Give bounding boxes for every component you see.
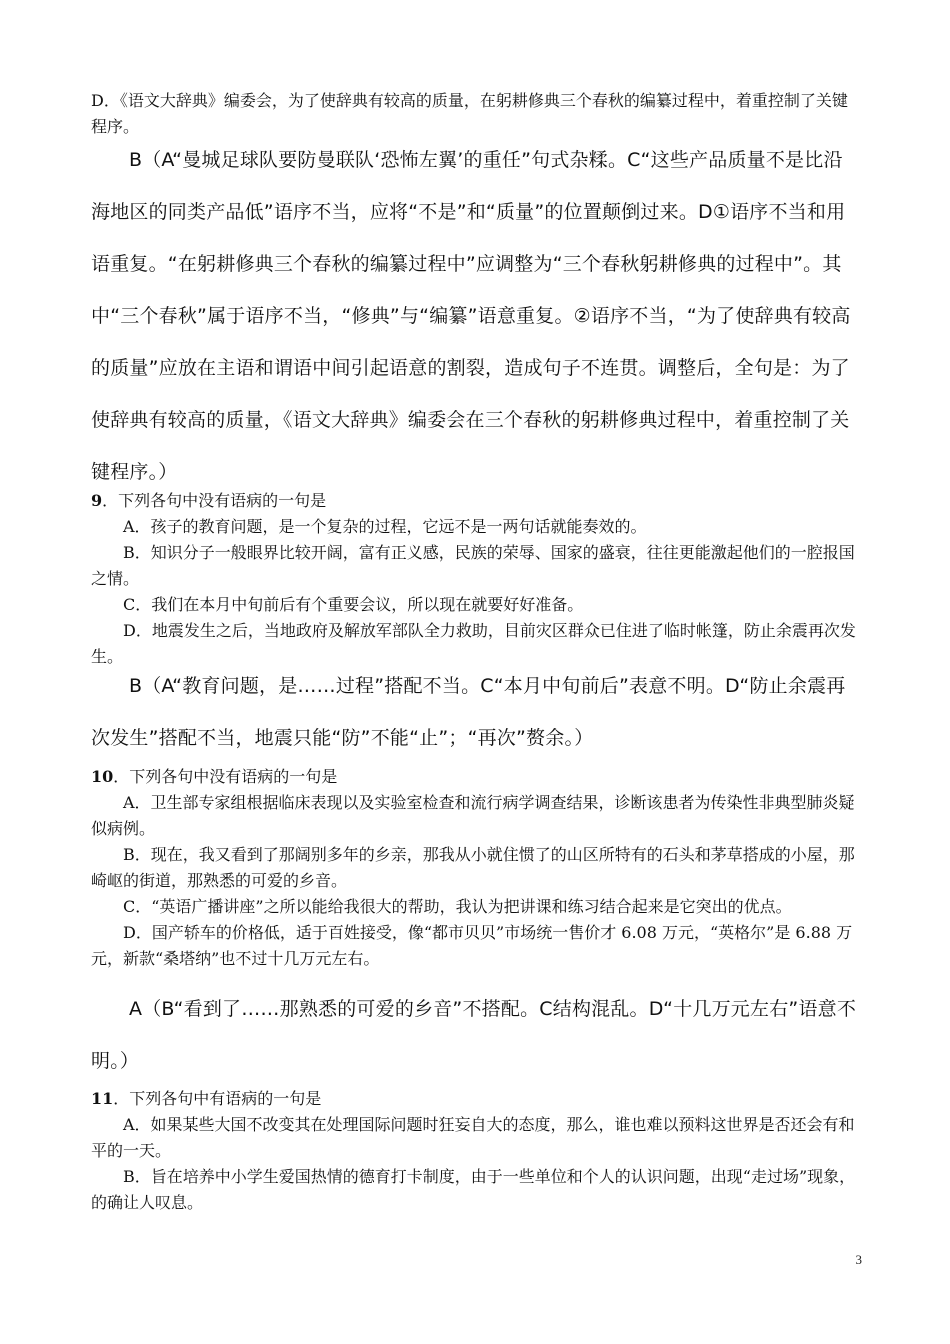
question-9 [91, 488, 861, 670]
option-d: D．地震发生之后，当地政府及解放军部队全力救助，目前灾区群众已住进了临时帐篷，防止余震再次发生。 [91, 621, 856, 666]
question-number: 11 [91, 1089, 114, 1108]
answer-9 [91, 660, 861, 764]
answer-text: A（B“看到了……那熟悉的可爱的乡音”不搭配。C结构混乱。D“十几万元左右”语意不明。） [91, 998, 857, 1072]
question-11 [91, 1086, 861, 1216]
option-c: C．我们在本月中旬前后有个重要会议，所以现在就要好好准备。 [123, 595, 584, 614]
answer-10 [91, 983, 861, 1087]
option-b: B．现在，我又看到了那阔别多年的乡亲，那我从小就住惯了的山区所特有的石头和茅草搭成的小屋，那崎岖的街道，那熟悉的可爱的乡音。 [91, 845, 855, 890]
option-d: D．国产轿车的价格低，适于百姓接受，像“都市贝贝”市场统一售价才 6.08 万元，“英格尔”是 6.88 万元，新款“桑塔纳”也不过十几万元左右。 [91, 923, 853, 968]
option-b: B．知识分子一般眼界比较开阔，富有正义感，民族的荣辱、国家的盛衰，往往更能激起他们的一腔报国之情。 [91, 543, 855, 588]
option-c: C．“英语广播讲座”之所以能给我很大的帮助，我认为把讲课和练习结合起来是它突出的优点。 [123, 897, 792, 916]
option-a: A．孩子的教育问题，是一个复杂的过程，它远不是一两句话就能奏效的。 [123, 517, 647, 536]
stem-text: ．下列各句中没有语病的一句是 [102, 491, 327, 510]
answer-text: B（A“教育问题，是……过程”搭配不当。C“本月中旬前后”表意不明。D“防止余震再次发生”搭配不当，地震只能“防”不能“止”；“再次”赘余。） [91, 675, 846, 749]
answer-text: B（A“曼城足球队要防曼联队‘恐怖左翼’的重任”句式杂糅。C“这些产品质量不是比沿海地区的同类产品低”语序不当，应将“不是”和“质量”的位置颠倒过来。D①语序不当和用语重复。“在躬耕修典三个春秋的编纂过程中”应调整为“三个春秋躬耕修典的过程中”。其中“三个春秋”属于语序不当，“修典”与“编纂”语意重复。②语序不当，“为了使辞典有较高的质量”应放在主语和谓语中间引起语意的割裂，造成句子不连贯。调整后，全句是：为了使辞典有较高的质量，《语文大辞典》编委会在三个春秋的躬耕修典过程中，着重控制了关键程序。） [91, 149, 851, 483]
option-text: D．《语文大辞典》编委会，为了使辞典有较高的质量，在躬耕修典三个春秋的编纂过程中，着重控制了关键程序。 [91, 91, 848, 136]
option-a: A．卫生部专家组根据临床表现以及实验室检查和流行病学调查结果，诊断该患者为传染性非典型肺炎疑似病例。 [91, 793, 855, 838]
prev-option-d [91, 88, 861, 140]
stem-text: ．下列各句中有语病的一句是 [113, 1089, 322, 1108]
stem-text: ．下列各句中没有语病的一句是 [113, 767, 338, 786]
question-stem [91, 764, 861, 790]
question-number: 9 [91, 491, 103, 510]
question-stem [91, 488, 861, 514]
question-stem [91, 1086, 861, 1112]
question-number: 10 [91, 767, 114, 786]
page-number: 3 [855, 1252, 862, 1267]
option-b: B．旨在培养中小学生爱国热情的德育打卡制度，由于一些单位和个人的认识问题，出现“走过场”现象，的确让人叹息。 [91, 1167, 856, 1212]
prev-answer [91, 134, 861, 498]
option-a: A．如果某些大国不改变其在处理国际问题时狂妄自大的态度，那么，谁也难以预料这世界是否还会有和平的一天。 [91, 1115, 855, 1160]
question-10 [91, 764, 861, 972]
